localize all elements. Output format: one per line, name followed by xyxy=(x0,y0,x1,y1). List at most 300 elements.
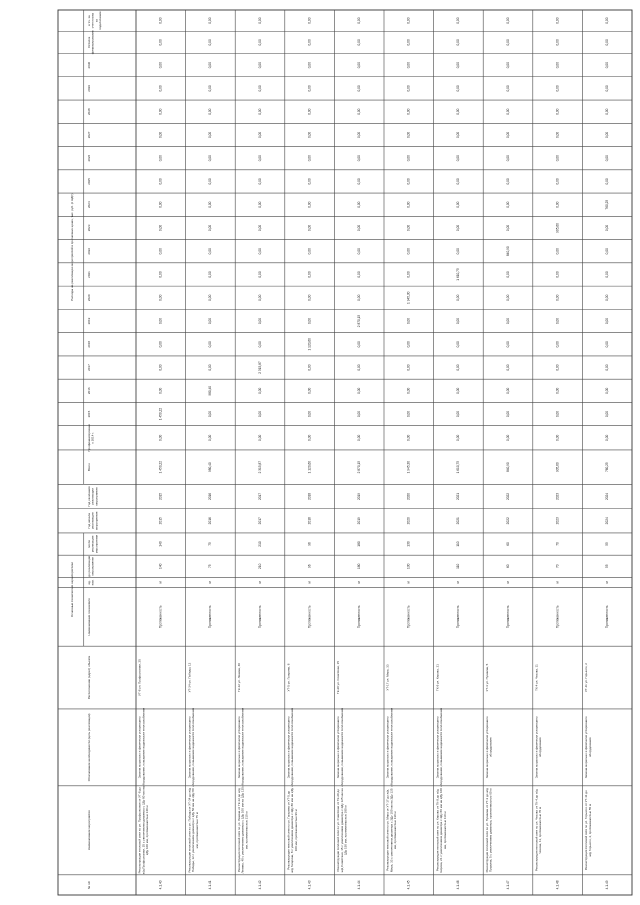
table-cell: 0,00 xyxy=(158,178,163,185)
table-cell: 1 450,22 xyxy=(158,407,163,421)
table-cell: 70 xyxy=(555,564,560,569)
table-cell: Реконструкция тепловой сети по ул. Горького от УТ-11 до xyxy=(584,790,589,871)
header-cell: Расположение (адрес) объекта xyxy=(86,655,91,700)
table-cell: 840,90 xyxy=(505,246,510,257)
table-cell: 70 xyxy=(555,542,560,546)
table-cell: 980,40 xyxy=(208,462,213,473)
table-cell: 0,00 xyxy=(158,317,163,325)
table-cell: 0,00 xyxy=(605,364,610,371)
table-cell: 980,40 xyxy=(208,385,213,396)
table-cell: 0,00 xyxy=(357,108,362,115)
table-cell: 0,00 xyxy=(357,224,362,232)
table-cell: оборудования xyxy=(488,737,493,758)
table-cell: УТ-11 ул. Горького, 2 xyxy=(584,663,589,693)
table-cell: 0,00 xyxy=(357,131,362,139)
table-cell: 0,00 xyxy=(257,271,262,278)
table-cell: 210 xyxy=(257,563,262,569)
table-cell: 4.1.49 xyxy=(605,880,610,890)
table-cell: 2024 xyxy=(605,517,610,525)
table-cell: 0,00 xyxy=(555,317,560,325)
table-cell: Реконструкция тепловой сети по ул. Гагарина от УТ-5 до xyxy=(286,790,291,870)
table-cell: 60 xyxy=(505,542,510,546)
table-cell: 0,00 xyxy=(505,108,510,115)
table-cell: м xyxy=(307,581,312,584)
table-cell: 0,00 xyxy=(357,410,362,418)
table-cell: 0,00 xyxy=(208,271,213,278)
header-cell: 2025 xyxy=(86,178,91,185)
table-cell: 2Ду 100 мм, протяженностью 140 м xyxy=(145,805,150,856)
table-cell: 0,00 xyxy=(456,294,461,301)
table-cell: 0,00 xyxy=(555,39,560,46)
header-cell: до реализации xyxy=(86,555,91,577)
table-cell: 2018 xyxy=(307,517,312,525)
table-cell: 0,00 xyxy=(208,224,213,232)
table-cell: 0,00 xyxy=(158,387,163,394)
table-cell: 0,00 xyxy=(257,39,262,46)
table-cell: 2019 xyxy=(357,517,362,525)
table-cell: 2021 xyxy=(456,492,461,501)
table-cell: 2015 xyxy=(158,517,163,525)
table-cell: 180 xyxy=(357,563,362,569)
table-cell: 0,00 xyxy=(456,17,461,24)
table-cell: 0,00 xyxy=(456,341,461,348)
table-cell: Замена морально и физически устаревшего xyxy=(435,716,440,779)
table-cell: 0,00 xyxy=(505,341,510,348)
table-cell: УТ-8 ул. Профсоюзная, 25 xyxy=(137,659,142,696)
table-cell: 0,00 xyxy=(505,178,510,185)
table-cell: 0,00 xyxy=(257,248,262,255)
table-cell: 0,00 xyxy=(208,17,213,24)
table-cell: 210 xyxy=(257,541,262,547)
table-cell: 0,00 xyxy=(257,317,262,325)
table-cell: Замена морально и физически устаревшего xyxy=(385,716,390,779)
table-cell: 2Ду 150 мм, протяженностью 180 м xyxy=(343,805,348,856)
table-cell: 140 xyxy=(158,563,163,569)
table-cell: 0,00 xyxy=(555,108,560,115)
table-cell: 0,00 xyxy=(456,410,461,418)
header-cell: Год начала xyxy=(86,513,91,529)
table-cell: 0,00 xyxy=(555,17,560,24)
table-cell: 0,00 xyxy=(406,364,411,371)
table-cell: 0,00 xyxy=(357,62,362,69)
table-cell: 0,00 xyxy=(158,434,163,441)
table-cell: м xyxy=(406,581,411,584)
header-cell: реализации xyxy=(90,488,95,505)
table-cell: 0,00 xyxy=(555,201,560,208)
table-cell: 0,00 xyxy=(456,387,461,394)
table-cell: оборудования, повышение надежности теплоснабжения xyxy=(290,707,295,787)
table-cell: 0,00 xyxy=(505,131,510,139)
table-cell: Протяженность xyxy=(505,605,510,629)
table-cell: 905,60 xyxy=(555,223,560,233)
table-cell: 0,00 xyxy=(158,224,163,232)
table-cell: 0,00 xyxy=(605,178,610,185)
table-cell: УТ-34 ул. Победы, 12 xyxy=(187,662,192,693)
table-cell: 0,00 xyxy=(208,108,213,115)
table-cell: 0,00 xyxy=(406,201,411,208)
table-cell: Протяженность xyxy=(456,605,461,629)
table-cell: 0,00 xyxy=(406,17,411,24)
table-cell: 840,90 xyxy=(505,462,510,473)
table-cell: мм, протяженностью 110 м xyxy=(442,811,447,850)
table-cell: 2 870,15 xyxy=(357,314,362,328)
table-cell: ж/д Профсоюзная, 25 с увеличением диаметра с 2Ду 80 мм на xyxy=(141,786,146,875)
table-cell: 0,00 xyxy=(505,364,510,371)
table-cell: Замена морально и физически устаревшего xyxy=(534,716,539,779)
table-cell: 0,00 xyxy=(605,294,610,301)
table-cell: 0,00 xyxy=(555,294,560,301)
table-cell: оборудования, повышение надежности теплоснабжения xyxy=(240,707,245,787)
table-cell: 55 xyxy=(605,564,610,569)
table-cell: оборудования, повышение надежности теплоснабжения xyxy=(191,707,196,787)
table-cell: 0,00 xyxy=(505,155,510,162)
table-cell: мм, протяженностью 210 м xyxy=(244,811,249,850)
table-cell: 0,00 xyxy=(456,364,461,371)
table-cell: 0,00 xyxy=(208,317,213,325)
header-cell: мероприятия xyxy=(94,511,99,530)
header-cell: 2023 xyxy=(86,224,91,232)
table-cell: Протяженность xyxy=(208,605,213,629)
header-cell: 2019 xyxy=(86,317,91,325)
table-cell: 0,00 xyxy=(158,364,163,371)
table-cell: 2020 xyxy=(406,517,411,525)
header-cell: 2018 xyxy=(86,340,91,348)
table-cell: 0,00 xyxy=(505,201,510,208)
table-cell: м xyxy=(158,581,163,584)
table-cell: Победы, 12 с увеличением диаметра с 2Ду 50 мм на 2Ду 80 xyxy=(191,788,196,873)
table-cell: оборудования, повышение надежности теплоснабжения xyxy=(141,707,146,787)
table-cell: 0,00 xyxy=(307,85,312,92)
table-cell: м xyxy=(208,581,213,584)
table-cell: 4.1.48 xyxy=(555,880,560,890)
table-cell: 130 xyxy=(406,563,411,569)
table-cell: Кирова, 21 с увеличением диаметра с 2Ду 80 мм на 2Ду 100 xyxy=(439,788,444,873)
table-cell: 0,00 xyxy=(307,108,312,115)
table-cell: 75 xyxy=(208,564,213,569)
table-cell: 110 xyxy=(456,541,461,547)
table-cell: 0,00 xyxy=(406,62,411,69)
table-cell: Протяженность xyxy=(257,605,262,629)
table-cell: 130 xyxy=(406,541,411,547)
table-cell: 2019 xyxy=(357,492,362,501)
table-cell: 0,00 xyxy=(505,39,510,46)
table-cell: м xyxy=(505,581,510,584)
header-cell: Профинансировано xyxy=(86,423,91,452)
table-cell: 0,00 xyxy=(257,131,262,139)
table-cell: 0,00 xyxy=(406,317,411,325)
table-cell: Ленина, 40 с увеличением диаметра с 2Ду 100 мм на 2Ду 125 xyxy=(240,787,245,874)
header-cell: Обоснование необходимости (цель реализации) xyxy=(86,713,91,782)
table-cell: 0,00 xyxy=(505,62,510,69)
table-cell: мм, протяженностью 130 м xyxy=(393,811,398,850)
table-cell: 0,00 xyxy=(208,410,213,418)
table-cell: 2 315,87 xyxy=(257,361,262,374)
header-cell: 2015 xyxy=(86,410,91,418)
table-cell: 0,00 xyxy=(357,178,362,185)
table-cell: 0,00 xyxy=(505,410,510,418)
table-cell: 0,00 xyxy=(208,434,213,441)
table-cell: 0,00 xyxy=(555,410,560,418)
header-cell: 2026 xyxy=(86,154,91,162)
table-cell: 4.1.40 xyxy=(158,880,163,890)
table-cell: 0,00 xyxy=(158,271,163,278)
table-cell: м xyxy=(555,581,560,584)
table-cell: 0,00 xyxy=(406,434,411,441)
table-cell: Замена морально и физически устаревшего xyxy=(584,716,589,779)
table-cell: 0,00 xyxy=(307,317,312,325)
table-cell: Реконструкция тепловой сети по ул. Кирова от ТК-9 до ж/д xyxy=(435,789,440,872)
table-cell: 0,00 xyxy=(307,131,312,139)
table-cell: 760,25 xyxy=(605,462,610,473)
table-cell: 0,00 xyxy=(406,410,411,418)
table-cell: 0,00 xyxy=(357,434,362,441)
table-cell: оборудования, повышение надежности теплоснабжения xyxy=(339,707,344,787)
header-cell: 2020 xyxy=(86,294,91,302)
table-cell: 1 610,75 xyxy=(456,460,461,474)
table-cell: Реконструкция тепловой сети по ул. Ленина от ТК-12 до ж/д xyxy=(236,788,241,873)
table-cell: Реконструкция тепловой сети по ул. Чехова от ТК-4 до ж/д xyxy=(534,789,539,872)
table-cell: 2016 xyxy=(208,517,213,525)
table-cell: ТК-9 ул. Кирова, 21 xyxy=(435,664,440,692)
header-cell: реализации xyxy=(90,535,95,553)
table-cell: 0,00 xyxy=(158,341,163,348)
header-cell: 2029 xyxy=(86,85,91,92)
table-cell: м xyxy=(357,581,362,584)
table-cell: 0,00 xyxy=(456,224,461,232)
table-cell: 0,00 xyxy=(406,178,411,185)
group-header-cost: Расходы на реализацию мероприятий в прогнозных ценах, тыс. руб. (с НДС) xyxy=(69,193,74,301)
table-cell: 0,00 xyxy=(208,294,213,301)
table-cell: мм, протяженностью 75 м xyxy=(194,812,199,849)
table-cell: 0,00 xyxy=(555,248,560,255)
table-cell: 0,00 xyxy=(605,434,610,441)
table-cell: 0,00 xyxy=(257,224,262,232)
table-cell: 0,00 xyxy=(208,364,213,371)
table-cell: 0,00 xyxy=(555,62,560,69)
table-cell: 140 xyxy=(158,541,163,547)
table-cell: 0,00 xyxy=(307,62,312,69)
table-cell: 0,00 xyxy=(357,17,362,24)
header-cell: 2027 xyxy=(86,131,91,139)
table-cell: 0,00 xyxy=(605,155,610,162)
table-cell: 2022 xyxy=(505,492,510,501)
table-cell: 4.1.45 xyxy=(406,880,411,890)
table-cell: 0,00 xyxy=(208,201,213,208)
table-cell: Замена морально и физически устаревшего xyxy=(236,716,241,779)
table-cell: оборудования, повышение надежности теплоснабжения xyxy=(439,707,444,787)
table-cell: 0,00 xyxy=(456,434,461,441)
table-cell: 0,00 xyxy=(208,155,213,162)
table-cell: 0,00 xyxy=(257,178,262,185)
header-cell: 2022 xyxy=(86,247,91,255)
table-cell: 2023 xyxy=(555,492,560,501)
table-cell: УТ-17 ул. Мира, 33 xyxy=(385,664,390,691)
table-cell: 0,00 xyxy=(406,108,411,115)
table-cell: 0,00 xyxy=(555,178,560,185)
table-cell: 0,00 xyxy=(605,131,610,139)
table-cell: 0,00 xyxy=(505,387,510,394)
table-cell: 4.1.42 xyxy=(257,880,262,890)
table-cell: ж/д Советская, 15 с увеличением диаметра с 2Ду 125 мм на xyxy=(339,788,344,873)
table-cell: 0,00 xyxy=(257,17,262,24)
table-cell: 0,00 xyxy=(555,364,560,371)
table-cell: Реконструкция тепловой сети по ул. Пушкина от УТ-3 до ж/д xyxy=(484,788,489,873)
table-cell: 0,00 xyxy=(257,341,262,348)
header-cell: мероприятия xyxy=(90,557,95,576)
table-cell: 0,00 xyxy=(357,39,362,46)
table-cell: 0,00 xyxy=(208,341,213,348)
table-cell: 0,00 xyxy=(307,294,312,301)
table-cell: Чехова, 11, протяженностью 70 м xyxy=(538,806,543,854)
table-cell: 0,00 xyxy=(605,248,610,255)
table-cell: 1 120,60 xyxy=(307,338,312,351)
table-cell: 4.1.46 xyxy=(456,880,461,890)
table-cell: 0,00 xyxy=(158,248,163,255)
table-cell: 0,00 xyxy=(505,85,510,92)
table-cell: 0,00 xyxy=(406,271,411,278)
table-cell: 0,00 xyxy=(605,39,610,46)
table-cell: 0,00 xyxy=(357,248,362,255)
table-cell: 0,00 xyxy=(406,131,411,139)
table-cell: 0,00 xyxy=(158,17,163,24)
table-cell: 2016 xyxy=(208,492,213,501)
table-cell: 0,00 xyxy=(505,434,510,441)
table-cell: 0,00 xyxy=(555,155,560,162)
table-cell: 0,00 xyxy=(158,108,163,115)
header-cell: 2021 xyxy=(86,271,91,278)
table-cell: 0,00 xyxy=(307,201,312,208)
table-cell: 0,00 xyxy=(357,271,362,278)
table-cell: 96 xyxy=(307,564,312,569)
table-cell: Протяженность xyxy=(406,605,411,629)
header-cell: 2016 xyxy=(86,387,91,395)
table-cell: Реконструкция тепловой сети по ул. Профсоюзная от УТ-8 до xyxy=(137,787,142,874)
table-cell: 0,00 xyxy=(158,155,163,162)
header-cell: Наименование показателя xyxy=(86,598,91,636)
table-cell: 0,00 xyxy=(257,62,262,69)
table-cell: Замена морально и физически устаревшего xyxy=(137,716,142,779)
header-cell: Год окончания xyxy=(86,486,91,507)
table-cell: 75 xyxy=(208,542,213,546)
table-cell: 0,00 xyxy=(158,294,163,301)
table-cell: 0,00 xyxy=(357,341,362,348)
table-cell: 1 450,22 xyxy=(158,460,163,474)
table-cell: 0,00 xyxy=(357,294,362,301)
table-cell: 0,00 xyxy=(456,155,461,162)
table-cell: 0,00 xyxy=(307,410,312,418)
table-cell: 1 945,30 xyxy=(406,291,411,304)
header-cell: 2028 xyxy=(86,108,91,115)
table-cell: 0,00 xyxy=(605,108,610,115)
table-cell: 0,00 xyxy=(555,85,560,92)
table-cell: 0,00 xyxy=(257,387,262,394)
table-cell: ж/д Гагарина, 8 с увеличением диаметра с 2Ду 80 мм на 2Ду xyxy=(290,787,295,873)
header-cell: в т.ч. за xyxy=(86,15,91,26)
table-cell: 0,00 xyxy=(307,17,312,24)
table-cell: УТ-3 ул. Пушкина, 5 xyxy=(484,663,489,692)
table-cell: 0,00 xyxy=(158,62,163,69)
table-cell: 0,00 xyxy=(555,434,560,441)
table-cell: 0,00 xyxy=(257,155,262,162)
table-cell: 0,00 xyxy=(505,224,510,232)
table-cell: 4.1.47 xyxy=(505,880,510,890)
table-cell: 110 xyxy=(456,563,461,569)
table-cell: 0,00 xyxy=(307,364,312,371)
table-cell: 0,00 xyxy=(456,108,461,115)
table-cell: Реконструкция тепловой сети по ул. Советская от ТК-20 до xyxy=(336,789,341,872)
header-cell: Всего xyxy=(86,463,91,472)
table-cell: 1 120,60 xyxy=(307,460,312,474)
table-cell: 2017 xyxy=(257,492,262,501)
table-cell: 0,00 xyxy=(257,108,262,115)
table-cell: 0,00 xyxy=(158,131,163,139)
table-cell: 0,00 xyxy=(208,39,213,46)
table-cell: Протяженность xyxy=(605,605,610,629)
table-cell: 0,00 xyxy=(158,85,163,92)
table-cell: оборудования xyxy=(538,737,543,758)
header-cell: после xyxy=(86,539,91,549)
table-cell: Замена морально и физически устаревшего xyxy=(187,716,192,779)
table-cell: 0,00 xyxy=(307,178,312,185)
table-cell: 0,00 xyxy=(555,387,560,394)
table-cell: 0,00 xyxy=(406,387,411,394)
table-cell: 0,00 xyxy=(456,201,461,208)
table-cell: ж/д Горького, 2, протяженностью 55 м xyxy=(587,803,592,857)
table-cell: 100 мм, протяженностью 96 м xyxy=(293,809,298,852)
table-cell: 0,00 xyxy=(406,224,411,232)
table-cell: 0,00 xyxy=(357,387,362,394)
table-cell: 96 xyxy=(307,542,312,546)
table-cell: 180 xyxy=(357,541,362,547)
table-cell: Реконструкция тепловой сети по ул. Мира от УТ-17 до ж/д xyxy=(385,789,390,871)
table-cell: 0,00 xyxy=(158,201,163,208)
header-cell: 2017 xyxy=(86,364,91,371)
table-cell: 0,00 xyxy=(605,271,610,278)
table-cell: Протяженность xyxy=(555,605,560,629)
table-cell: 0,00 xyxy=(357,155,362,162)
table-cell: 2022 xyxy=(505,517,510,525)
table-cell: м xyxy=(456,581,461,584)
table-cell: ТК-20 ул. Советская, 15 xyxy=(336,660,341,695)
table-cell: Протяженность xyxy=(357,605,362,629)
table-cell: 0,00 xyxy=(257,201,262,208)
table-cell: 0,00 xyxy=(208,178,213,185)
table-cell: 0,00 xyxy=(307,224,312,232)
table-cell: м xyxy=(257,581,262,584)
table-cell: 0,00 xyxy=(307,39,312,46)
table-cell: 0,00 xyxy=(158,39,163,46)
table-cell: 0,00 xyxy=(605,341,610,348)
table-cell: 0,00 xyxy=(357,201,362,208)
table-cell: 2024 xyxy=(605,492,610,501)
table-cell: Замена морально и физически устаревшего xyxy=(484,716,489,779)
table-cell: 0,00 xyxy=(208,131,213,139)
table-cell: Мира, 33 с увеличением диаметра с 2Ду 100 мм на 2Ду 125 xyxy=(389,788,394,873)
table-cell: 60 xyxy=(505,564,510,569)
table-cell: 0,00 xyxy=(257,294,262,301)
table-cell: 0,00 xyxy=(307,434,312,441)
table-cell: 0,00 xyxy=(406,155,411,162)
table-cell: Протяженность xyxy=(158,605,163,629)
header-cell: № п/п xyxy=(86,880,91,889)
table-cell: 1 610,75 xyxy=(456,268,461,281)
table-cell: 0,00 xyxy=(208,248,213,255)
table-cell: 55 xyxy=(605,542,610,546)
table-cell: 2018 xyxy=(307,492,312,501)
table-cell: 0,00 xyxy=(605,17,610,24)
table-cell: 0,00 xyxy=(605,85,610,92)
table-cell: 4.1.44 xyxy=(357,880,362,890)
